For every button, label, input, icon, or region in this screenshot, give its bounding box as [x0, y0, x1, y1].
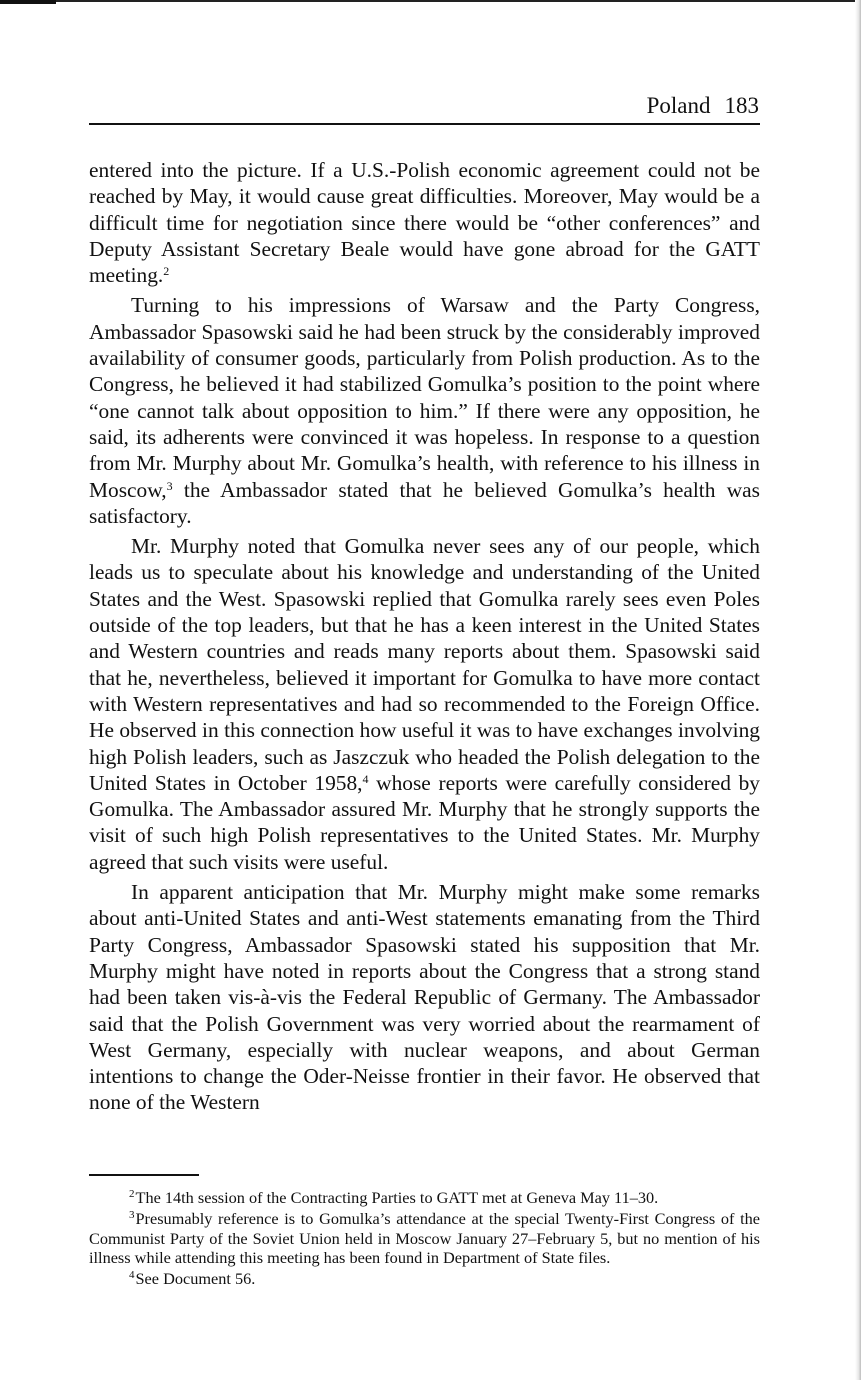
footnote-ref-3: 3: [166, 478, 173, 493]
main-text: [89, 157, 760, 1116]
footnote-2: $^2$The 14th session of the Contracting Parties to GATT met at Geneva May 11–30.: [129, 1188, 659, 1207]
footnote-3: $^3$Presumably reference is to Gomulka’s attendance at the special Twenty-First Congress of the Communist Party of the Soviet Union held in Moscow January 27–February 5, but no mention of his illness while attending this meeting has been found in Department of State files.: [89, 1209, 760, 1267]
page-edge-shadow: [855, 0, 861, 1380]
top-border-thin: [56, 0, 861, 2]
paragraph-2: Turning to his impressions of Warsaw and the Party Congress, Ambassador Spasowski said he had been struck by the considerably improved availability of consumer goods, particularly from Polish production. As to the Congress, he believed it had stabilized Gomulka’s position to the point where “one cannot talk about opposition to him.” If there were any opposition, he said, its adherents were convinced it was hopeless. In response to a question from Mr. Murphy about Mr. Gomulka’s health, with reference to his illness in Moscow,$^3$ the Ambassador stated that he believed Gomulka’s health was satisfactory.: [89, 293, 760, 528]
paragraph-1: entered into the picture. If a U.S.-Polish economic agreement could not be reached by May, it would cause great difficulties. Moreover, May would be a difficult time for negotiation since there would be “other conferences” and Deputy Assistant Secretary Beale would have gone abroad for the GATT meeting.$^2$: [89, 158, 760, 288]
footnote-rule: [89, 1174, 199, 1176]
page-number: 183: [724, 93, 759, 118]
section-title: Poland: [646, 93, 711, 118]
header-rule: [89, 123, 760, 125]
footnotes: [89, 1188, 760, 1290]
paragraph-4: In apparent anticipation that Mr. Murphy might make some remarks about anti-United States and anti-West statements emanating from the Third Party Congress, Ambassador Spasowski stated his supposition that Mr. Murphy might have noted in reports about the Congress that a strong stand had been taken vis-à-vis the Federal Republic of Germany. The Ambassador said that the Polish Government was very worried about the rearmament of West Germany, especially with nuclear weapons, and about German intentions to change the Oder-Neisse frontier in their favor. He observed that none of the Western: [89, 880, 760, 1115]
top-border-thick: [0, 0, 56, 4]
footnote-ref-2: 2: [163, 264, 170, 279]
footnote-ref-4: 4: [362, 771, 369, 786]
footnote-4: $^4$See Document 56.: [129, 1269, 256, 1289]
running-head: [89, 90, 759, 122]
paragraph-3: Mr. Murphy noted that Gomulka never sees any of our people, which leads us to speculate about his knowledge and understanding of the United States and the West. Spasowski replied that Gomulka rarely sees even Poles outside of the top leaders, but that he has a keen interest in the United States and Western countries and reads many reports about them. Spasowski said that he, nevertheless, believed it important for Gomulka to have more contact with Western representatives and had so recommended to the Foreign Office. He observed in this connection how useful it was to have exchanges involving high Polish leaders, such as Jaszczuk who headed the Polish delegation to the United States in October 1958,$^4$ whose reports were carefully considered by Gomulka. The Ambassador assured Mr. Murphy that he strongly supports the visit of such high Polish representatives to the United States. Mr. Murphy agreed that such visits were useful.: [89, 534, 760, 874]
